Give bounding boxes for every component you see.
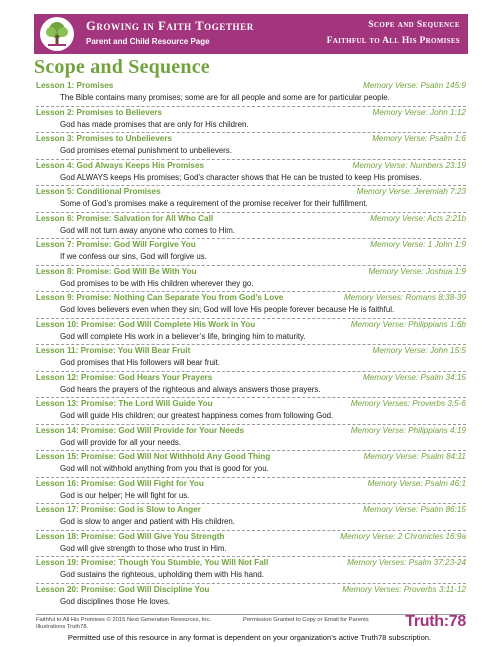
memory-verse: Memory Verse: Joshua 1:9 [368, 266, 466, 276]
lesson-description: God is our helper; He will fight for us. [60, 490, 190, 500]
lesson-row [36, 239, 466, 266]
lesson-title: Lesson 17: Promise: God is Slow to Anger [36, 505, 201, 514]
lesson-description: Some of God’s promises make a requirement of the promise receiver for their fulfillment. [60, 199, 368, 208]
lesson-title: Lesson 13: Promise: The Lord Will Guide You [36, 399, 213, 408]
memory-verse: Memory Verse: Acts 2:21b [370, 213, 466, 223]
memory-verse: Memory Verse: Numbers 23:19 [352, 160, 466, 170]
footer-copyright: Faithful to All His Promises © 2015 Next Generation Resources, Inc. [36, 617, 212, 623]
memory-verse: Memory Verse: Psalm 84:11 [363, 452, 466, 461]
lesson-description: God will give strength to those who trust in Him. [60, 543, 227, 553]
lesson-list [36, 80, 466, 610]
footer-permission: Permission Granted to Copy or Email for Parents [243, 617, 369, 623]
lesson-row [36, 107, 466, 134]
lesson-description: God will guide His children; our greatest happiness comes from following God. [60, 411, 334, 420]
lesson-row [36, 425, 466, 452]
lesson-description: God hears the prayers of the righteous and always answers those prayers. [60, 384, 321, 394]
lesson-title: Lesson 14: Promise: God Will Provide for Your Needs [36, 425, 244, 435]
lesson-row [36, 584, 466, 611]
memory-verse: Memory Verse: Psalm 145:9 [363, 81, 466, 90]
lesson-row [36, 80, 466, 107]
lesson-title: Lesson 15: Promise: God Will Not Withhold Any Good Thing [36, 452, 271, 461]
memory-verse: Memory Verse: Psalm 34:15 [363, 372, 466, 382]
lesson-description: God ALWAYS keeps His promises; God’s character shows that He can be trusted to keep His promises. [60, 172, 422, 182]
lesson-row [36, 345, 466, 372]
lesson-row [36, 160, 466, 187]
lesson-description: God will not withhold anything from you that is good for you. [60, 464, 269, 473]
lesson-row [36, 213, 466, 240]
lesson-row [36, 319, 466, 346]
lesson-title: Lesson 18: Promise: God Will Give You Strength [36, 531, 225, 541]
memory-verse: Memory Verse: Philippians 1:6b [350, 319, 466, 329]
lesson-title: Lesson 2: Promises to Believers [36, 107, 163, 117]
lesson-description: God promises to be with His children wherever they go. [60, 278, 254, 288]
lesson-row [36, 186, 466, 213]
lesson-description: God has made promises that are only for His children. [60, 119, 249, 129]
footer-illustrations: Illustrations Truth78. [36, 624, 89, 630]
lesson-row [36, 531, 466, 558]
memory-verse: Memory Verse: Psalm 1:6 [372, 134, 466, 143]
lesson-row [36, 133, 466, 160]
page-title: Scope and Sequence [34, 56, 210, 78]
subscription-notice: Permitted use of this resource in any format is dependent on your organization’s active Truth78 subscription. [67, 633, 432, 642]
lesson-row [36, 398, 466, 425]
memory-verse: Memory Verse: 1 John 1:9 [370, 240, 466, 249]
lesson-description: God loves believers even when they sin; God will love His people forever because He is faithful. [60, 305, 395, 314]
header-subtitle: Parent and Child Resource Page [86, 37, 210, 46]
memory-verse: Memory Verses: Proverbs 3:5-6 [350, 399, 466, 408]
lesson-row [36, 266, 466, 293]
memory-verse: Memory Verse: Philippians 4:19 [350, 425, 466, 435]
memory-verse: Memory Verse: John 1:12 [372, 107, 466, 117]
footer-divider [36, 614, 466, 615]
lesson-title: Lesson 6: Promise: Salvation for All Who Call [36, 213, 214, 223]
lesson-title: Lesson 20: Promise: God Will Discipline You [36, 584, 210, 594]
memory-verse: Memory Verses: Romans 8:38-39 [343, 293, 466, 302]
lesson-row [36, 504, 466, 531]
lesson-description: God is slow to anger and patient with His children. [60, 517, 236, 526]
memory-verse: Memory Verse: John 15:5 [372, 346, 466, 355]
lesson-description: God promises that His followers will bear fruit. [60, 358, 221, 367]
lesson-title: Lesson 11: Promise: You Will Bear Fruit [36, 346, 191, 355]
header-series: Faithful to All His Promises [326, 36, 460, 46]
memory-verse: Memory Verse: Psalm 86:15 [363, 505, 466, 514]
brand-logo: Truth:78 [405, 613, 466, 630]
lesson-description: God will not turn away anyone who comes to Him. [60, 225, 235, 235]
lesson-title: Lesson 9: Promise: Nothing Can Separate You from God’s Love [36, 293, 284, 302]
lesson-row [36, 557, 466, 584]
memory-verse: Memory Verses: Proverbs 3:11-12 [342, 584, 466, 594]
lesson-title: Lesson 4: God Always Keeps His Promises [36, 160, 205, 170]
lesson-description: God will provide for all your needs. [60, 437, 182, 447]
header-title: Growing in Faith Together [86, 19, 254, 33]
lesson-title: Lesson 7: Promise: God Will Forgive You [36, 240, 196, 249]
lesson-description: God sustains the righteous, upholding them with His hand. [60, 570, 264, 579]
lesson-title: Lesson 19: Promise: Though You Stumble, You Will Not Fall [36, 558, 269, 567]
memory-verse: Memory Verse: Jeremiah 7:23 [356, 187, 466, 196]
lesson-description: God disciplines those He loves. [60, 596, 171, 606]
lesson-row [36, 292, 466, 319]
lesson-description: God promises eternal punishment to unbelievers. [60, 146, 232, 155]
lesson-title: Lesson 12: Promise: God Hears Your Prayers [36, 372, 213, 382]
lesson-title: Lesson 5: Conditional Promises [36, 187, 161, 196]
lesson-row [36, 372, 466, 399]
memory-verse: Memory Verses: Psalm 37:23-24 [347, 558, 466, 567]
header-banner [34, 14, 468, 54]
header-section: Scope and Sequence [368, 20, 460, 30]
lesson-title: Lesson 16: Promise: God Will Fight for You [36, 478, 204, 488]
tree-logo-icon [40, 17, 74, 51]
lesson-description: The Bible contains many promises; some are for all people and some are for particular people. [60, 93, 390, 102]
lesson-title: Lesson 8: Promise: God Will Be With You [36, 266, 197, 276]
memory-verse: Memory Verse: Psalm 46:1 [367, 478, 466, 488]
lesson-description: God will complete His work in a believer’s life, bringing him to maturity. [60, 331, 306, 341]
memory-verse: Memory Verse: 2 Chronicles 16:9a [340, 531, 466, 541]
lesson-title: Lesson 1: Promises [36, 81, 114, 90]
lesson-row [36, 478, 466, 505]
lesson-title: Lesson 10: Promise: God Will Complete His Work in You [36, 319, 256, 329]
lesson-title: Lesson 3: Promises to Unbelievers [36, 134, 173, 143]
lesson-description: If we confess our sins, God will forgive us. [60, 252, 207, 261]
lesson-row [36, 451, 466, 478]
